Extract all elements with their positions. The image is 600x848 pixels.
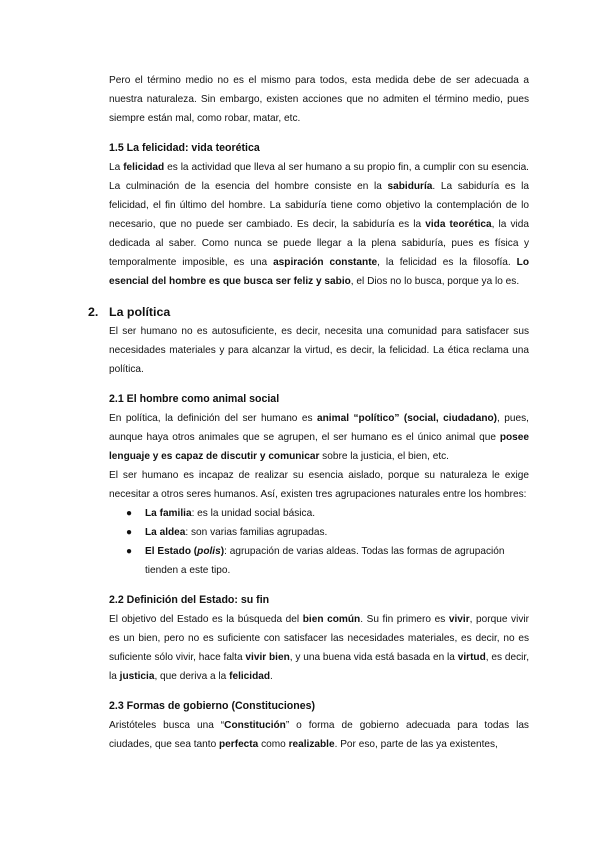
animal-social-paragraph: [109, 409, 529, 466]
text-run: : son varias familias agrupadas.: [185, 527, 328, 538]
bold-term: Lo esencial del hombre es que busca ser feliz y sabio: [109, 257, 529, 287]
felicidad-paragraph: [109, 158, 529, 291]
agrupaciones-list: [109, 504, 529, 580]
bold-term: virtud: [457, 652, 486, 663]
bold-term: felicidad: [123, 162, 165, 173]
text-run: En política, la definición del ser humano es: [109, 413, 318, 424]
bold-term: Constitución: [224, 720, 286, 731]
text-run: , pues, aunque haya otros animales que se agrupen, el ser humano es el único animal que: [109, 413, 529, 443]
text-run: , el Dios no lo busca, porque ya lo es.: [350, 276, 520, 287]
bold-term: bien común: [302, 614, 361, 625]
section-number: 2.: [88, 305, 99, 319]
bullet-icon: ●: [126, 527, 133, 538]
agrupaciones-paragraph: El ser humano es incapaz de realizar su esencia aislado, porque su naturaleza le exige necesitar a otros seres humanos. Así, existen tres agrupaciones naturales entre los hombres:: [109, 470, 529, 500]
text-run: , que deriva a la: [154, 671, 230, 682]
politica-paragraph: El ser humano no es autosuficiente, es decir, necesita una comunidad para satisfacer sus necesidades materiales y para alcanzar la virtud, es decir, la felicidad. La ética reclama una política.: [109, 326, 529, 375]
heading-1-5: 1.5 La felicidad: vida teorética: [109, 142, 260, 154]
text-run: Aristóteles busca una “: [109, 720, 225, 731]
text-run: sobre la justicia, el bien, etc.: [319, 451, 449, 462]
bold-term: animal “político” (social, ciudadano): [317, 413, 498, 424]
document-body: [88, 71, 530, 754]
heading-2-2: 2.2 Definición del Estado: su fin: [109, 594, 270, 606]
section-title: La política: [109, 305, 171, 319]
text-run: , la vida dedicada al saber. Como nunca se puede llegar a la plena sabiduría, pues es física y temporalmente imposible, es una: [109, 219, 529, 268]
bold-term: vivir: [448, 614, 470, 625]
bold-term: La aldea: [145, 527, 186, 538]
text-run: La: [109, 162, 124, 173]
bold-term: aspiración constante: [273, 257, 378, 268]
text-run: es la actividad que lleva al ser humano a su propio fin, a cumplir con su esencia. La culminación de la esencia del hombre consiste en la: [109, 162, 529, 192]
text-run: ): [220, 546, 225, 557]
list-item: [126, 542, 529, 580]
bold-term: felicidad: [229, 671, 271, 682]
bold-term: posee lenguaje y es capaz de discutir y comunicar: [109, 432, 529, 462]
estado-fin-paragraph: [109, 610, 529, 686]
intro-text: Pero el término medio no es el mismo para todos, esta medida debe de ser adecuada a nuestra naturaleza. Sin embargo, existen acciones que no admiten el término medio, pues siempre están mal, como robar, matar, etc.: [109, 75, 529, 124]
bold-term: vivir bien: [245, 652, 290, 663]
list-item: [126, 504, 529, 523]
text-run: , es decir, la: [109, 652, 529, 682]
bold-term: [145, 546, 224, 557]
intro-paragraph: [109, 71, 529, 128]
text-run: El Estado (: [145, 546, 198, 557]
text-run: .: [270, 671, 273, 682]
text-run: : agrupación de varias aldeas. Todas las formas de agrupación tienden a este tipo.: [145, 546, 505, 576]
bold-term: realizable: [288, 739, 335, 750]
text-run: . La sabiduría es la felicidad, el fin último del hombre. La sabiduría tiene como objetivo la contemplación de lo necesario, que no puede ser cambiado. Es decir, la sabiduría es la: [109, 181, 530, 230]
bullet-icon: ●: [126, 546, 133, 557]
text-run: , la felicidad es la filosofía.: [377, 257, 517, 268]
bold-term: justicia: [119, 671, 155, 682]
text-run: como: [258, 739, 289, 750]
heading-2-1: 2.1 El hombre como animal social: [109, 393, 280, 405]
bold-term: sabiduría: [387, 181, 433, 192]
constituciones-paragraph: [109, 716, 529, 754]
text-run: ” o forma de gobierno adecuada para todas las ciudades, que sea tanto: [109, 720, 529, 750]
list-item: [126, 523, 529, 542]
text-run: : es la unidad social básica.: [191, 508, 316, 519]
text-run: , porque vivir es un bien, pero no es suficiente con satisfacer las necesidades materiales, es decir, no es suficiente sólo vivir, hace falta: [109, 614, 529, 663]
heading-2: [88, 302, 529, 322]
italic-term: polis: [197, 546, 221, 557]
text-run: . Por eso, parte de las ya existentes,: [334, 739, 498, 750]
text-run: . Su fin primero es: [360, 614, 449, 625]
bold-term: La familia: [145, 508, 192, 519]
bullet-icon: ●: [126, 508, 133, 519]
bold-term: perfecta: [219, 739, 259, 750]
heading-2-3: 2.3 Formas de gobierno (Constituciones): [109, 700, 316, 712]
bold-term: vida teorética: [425, 219, 492, 230]
text-run: , y una buena vida está basada en la: [289, 652, 458, 663]
text-run: El objetivo del Estado es la búsqueda del: [109, 614, 303, 625]
